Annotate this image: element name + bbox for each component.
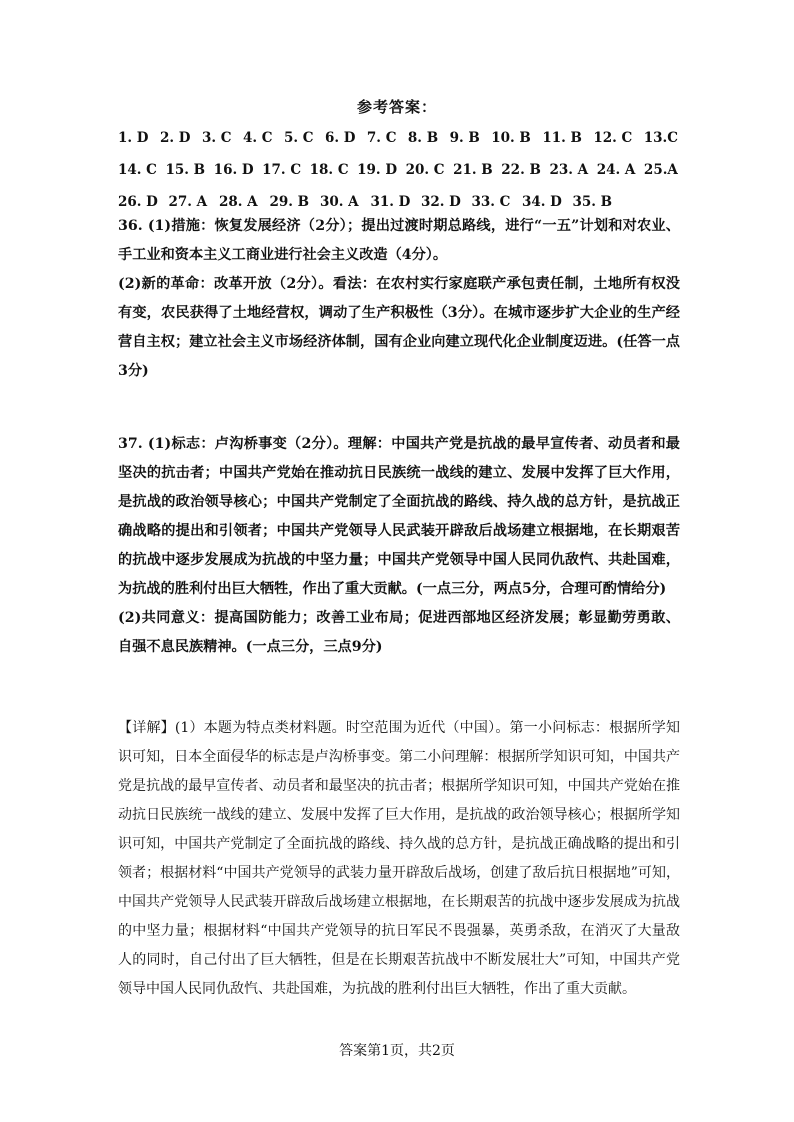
answer-item: 12. C — [593, 130, 633, 146]
answer-item: 27. A — [168, 194, 208, 210]
answer-item: 23. A — [549, 162, 589, 178]
answer-item: 21. B — [453, 162, 493, 178]
detailed-explanation — [118, 714, 680, 1004]
q36-part1: 36. (1)措施：恢复发展经济（2分）；提出过渡时期总路线，进行“一五”计划和对农业、手工业和资本主义工商业进行社会主义改造（4分）。 — [118, 218, 680, 263]
answer-item: 29. B — [269, 194, 310, 210]
answer-item: 25.A — [643, 162, 678, 178]
answer-item: 33. C — [471, 194, 511, 210]
q36-part2: (2)新的革命：改革开放（2分）。看法：在农村实行家庭联产承包责任制，土地所有权没有变，农民获得了土地经营权，调动了生产积极性（3分）。在城市逐步扩大企业的生产经营自主权；建立社会主义市场经济体制，国有企业向建立现代化企业制度迈进。(任答一点3分) — [118, 276, 680, 379]
q37-part1: 37. (1)标志：卢沟桥事变（2分）。理解：中国共产党是抗战的最早宣传者、动员者和最坚决的抗击者；中国共产党始在推动抗日民族统一战线的建立、发展中发挥了巨大作用，是抗战的政治领导核心；中国共产党制定了全面抗战的路线、持久战的总方针，是抗战正确战略的提出和引领者；中国共产党领导人民武装开辟敌后战场建立根据地，在长期艰苦的抗战中逐步发展成为抗战的中坚力量；中国共产党领导中国人民同仇敌忾、共赴国难，为抗战的胜利付出巨大牺牲，作出了重大贡献。(一点三分，两点5分，合理可酌情给分) — [118, 436, 680, 597]
answer-item: 3. C — [201, 130, 232, 146]
answer-item: 9. B — [449, 130, 480, 146]
answer-item: 35. B — [572, 194, 613, 210]
answer-item: 18. C — [309, 162, 349, 178]
answer-item: 19. D — [357, 162, 398, 178]
answer-item: 6. D — [324, 130, 356, 146]
answer-item: 22. B — [501, 162, 541, 178]
q37-part2: (2)共同意义：提高国防能力；改善工业布局；促进西部地区经济发展；彰显勤劳勇敢、自强不息民族精神。(一点三分，三点9分) — [118, 610, 680, 655]
answer-item: 16. D — [213, 162, 254, 178]
answer-item: 10. B — [491, 130, 531, 146]
answer-item: 24. A — [596, 162, 636, 178]
answer-item: 20. C — [405, 162, 445, 178]
page-title: 参考答案： — [356, 98, 437, 116]
answer-item: 1. D — [118, 130, 149, 146]
answer-item: 8. B — [407, 130, 439, 146]
answer-item: 4. C — [242, 130, 273, 146]
answer-item: 7. C — [366, 130, 397, 146]
answer-item: 14. C — [118, 162, 157, 178]
answer-item: 32. D — [421, 194, 461, 210]
answer-row — [118, 154, 678, 186]
answer-item: 31. D — [370, 194, 411, 210]
answer-item: 13.C — [643, 130, 678, 146]
answer-row — [118, 122, 678, 154]
answer-item: 5. C — [283, 130, 314, 146]
answer-item: 34. D — [522, 194, 562, 210]
answer-item: 15. B — [165, 162, 206, 178]
answer-item: 30. A — [320, 194, 359, 210]
detail-text: 【详解】(1）本题为特点类材料题。时空范围为近代（中国）。第一小问标志：根据所学知识可知，日本全面侵华的标志是卢沟桥事变。第二小问理解：根据所学知识可知，中国共产党是抗战的最早宣传者、动员者和最坚决的抗击者；根据所学知识可知，中国共产党始在推动抗日民族统一战线的建立、发展中发挥了巨大作用，是抗战的政治领导核心；根据所学知识可知，中国共产党制定了全面抗战的路线、持久战的总方针，是抗战正确战略的提出和引领者；根据材料“中国共产党领导的武装力量开辟敌后战场，创建了敌后抗日根据地”可知，中国共产党领导人民武装开辟敌后战场建立根据地，在长期艰苦的抗战中逐步发展成为抗战的中坚力量；根据材料“中国共产党领导的抗日军民不畏强暴，英勇杀敌，在消灭了大量敌人的同时，自己付出了巨大牺牲，但是在长期艰苦抗战中不断发展壮大”可知，中国共产党领导中国人民同仇敌忾、共赴国难，为抗战的胜利付出巨大牺牲，作出了重大贡献。 — [118, 720, 680, 997]
answer-item: 11. B — [542, 130, 582, 146]
answer-item: 26. D — [118, 194, 158, 210]
multiple-choice-answers — [118, 122, 678, 218]
q36-answer — [118, 212, 680, 386]
answer-item: 2. D — [159, 130, 191, 146]
q37-answer — [118, 430, 680, 662]
answer-item: 28. A — [219, 194, 258, 210]
page-footer: 答案第1页，共2页 — [339, 1043, 455, 1059]
answer-item: 17. C — [262, 162, 302, 178]
